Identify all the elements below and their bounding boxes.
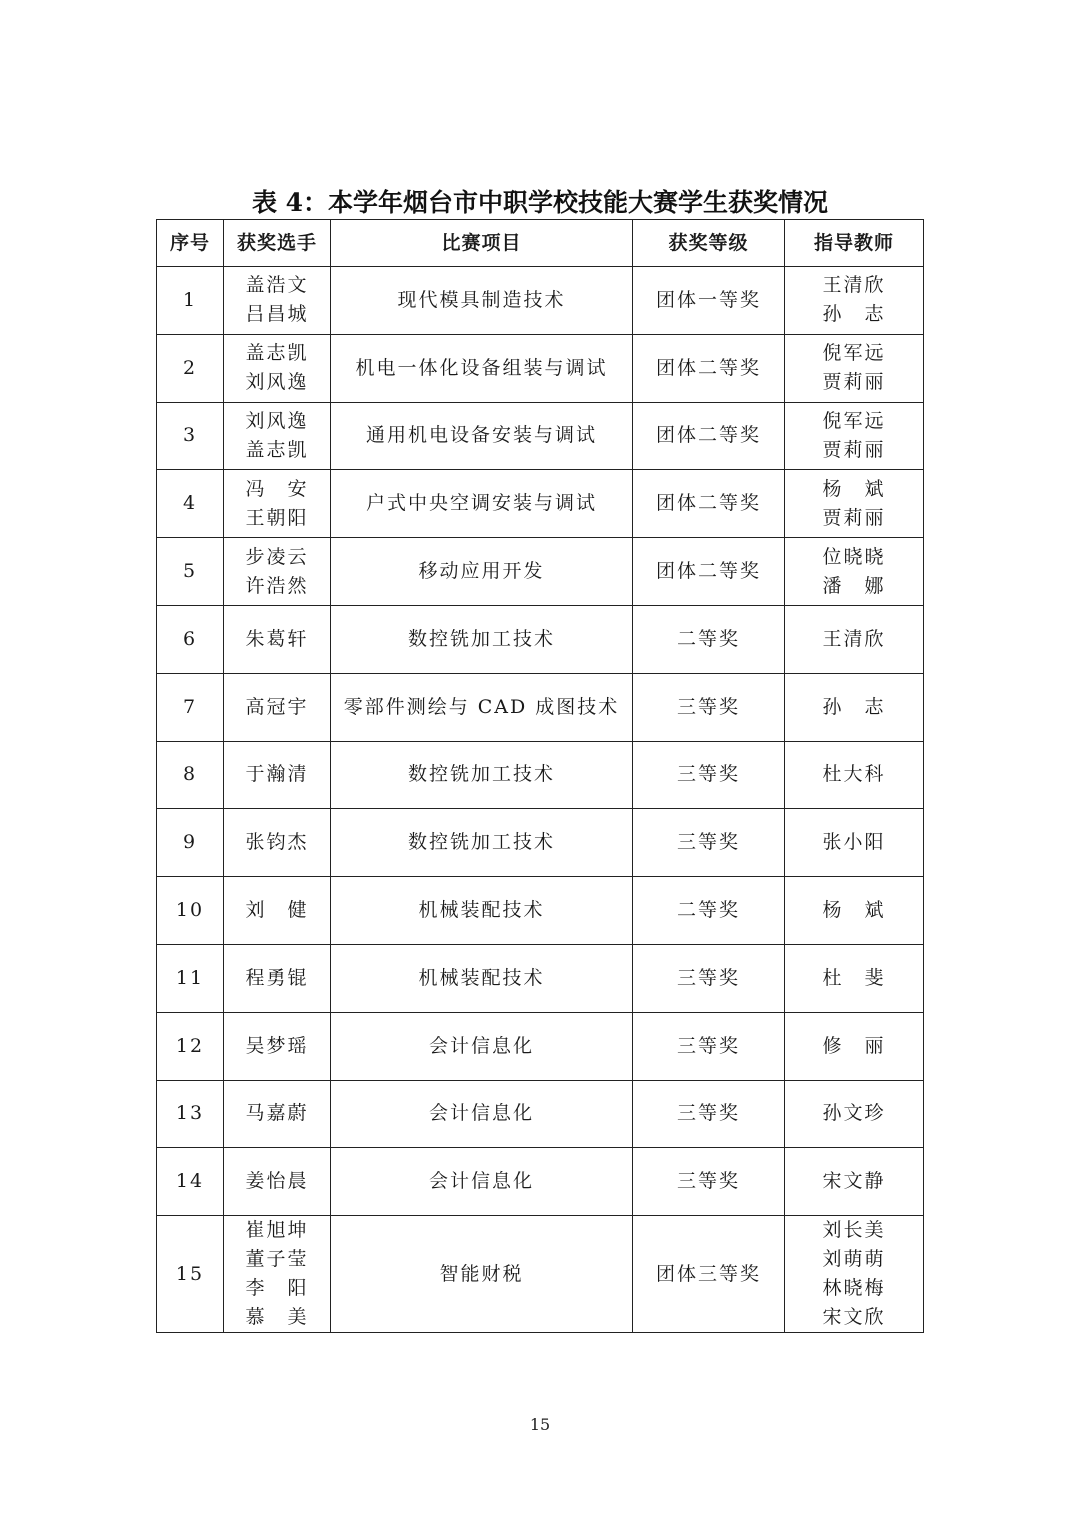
cell-level: 团体二等奖 (633, 538, 785, 606)
cell-event: 会计信息化 (331, 1148, 633, 1216)
table-row (157, 538, 924, 606)
cell-level: 团体二等奖 (633, 334, 785, 402)
cell-event: 智能财税 (331, 1216, 633, 1333)
table-row (157, 877, 924, 945)
table-row (157, 1012, 924, 1080)
cell-students (224, 673, 331, 741)
cell-students (224, 809, 331, 877)
cell-level: 团体一等奖 (633, 267, 785, 335)
header-seq: 序号 (157, 220, 224, 267)
cell-students (224, 741, 331, 809)
table-body (157, 267, 924, 1333)
page-number: 15 (529, 1415, 551, 1434)
cell-seq: 11 (157, 944, 224, 1012)
table-row (157, 402, 924, 470)
table-row (157, 741, 924, 809)
cell-event: 户式中央空调安装与调试 (331, 470, 633, 538)
cell-seq: 4 (157, 470, 224, 538)
student-name: 刘风逸 (245, 409, 309, 432)
student-name: 盖志凯 (245, 438, 309, 461)
teacher-name: 宋文欣 (822, 1306, 886, 1329)
cell-event: 数控铣加工技术 (331, 605, 633, 673)
teacher-name: 杨 斌 (822, 477, 886, 500)
student-name: 刘风逸 (245, 371, 309, 394)
cell-level: 三等奖 (633, 1148, 785, 1216)
teacher-name: 宋文静 (822, 1170, 886, 1193)
cell-students (224, 944, 331, 1012)
cell-teachers (785, 402, 924, 470)
cell-level: 三等奖 (633, 741, 785, 809)
cell-event: 机械装配技术 (331, 877, 633, 945)
teacher-name: 倪军远 (822, 409, 886, 432)
cell-event: 现代模具制造技术 (331, 267, 633, 335)
table-row (157, 334, 924, 402)
teacher-name: 贾莉丽 (822, 506, 886, 529)
cell-teachers (785, 877, 924, 945)
teacher-name: 王清欣 (822, 627, 886, 650)
student-name: 崔旭坤 (245, 1219, 309, 1242)
cell-teachers (785, 605, 924, 673)
cell-students (224, 267, 331, 335)
teacher-name: 倪军远 (822, 342, 886, 365)
student-name: 盖志凯 (245, 342, 309, 365)
table-row (157, 1148, 924, 1216)
student-name: 盖浩文 (245, 274, 309, 297)
cell-students (224, 538, 331, 606)
table-row (157, 1216, 924, 1333)
teacher-name: 贾莉丽 (822, 371, 886, 394)
teacher-name: 杨 斌 (822, 899, 886, 922)
cell-seq: 12 (157, 1012, 224, 1080)
cell-students (224, 605, 331, 673)
student-name: 李 阳 (245, 1277, 309, 1300)
cell-teachers (785, 673, 924, 741)
cell-students (224, 1012, 331, 1080)
cell-level: 二等奖 (633, 605, 785, 673)
cell-event: 会计信息化 (331, 1012, 633, 1080)
cell-students (224, 1148, 331, 1216)
cell-teachers (785, 538, 924, 606)
cell-seq: 9 (157, 809, 224, 877)
student-name: 程勇锟 (245, 966, 309, 989)
teacher-name: 孙 志 (822, 695, 886, 718)
header-students: 获奖选手 (224, 220, 331, 267)
table-row (157, 1080, 924, 1148)
cell-teachers (785, 944, 924, 1012)
cell-teachers (785, 1216, 924, 1333)
cell-students (224, 877, 331, 945)
teacher-name: 杜 斐 (822, 966, 886, 989)
cell-seq: 5 (157, 538, 224, 606)
cell-students (224, 470, 331, 538)
teacher-name: 潘 娜 (822, 574, 886, 597)
header-level: 获奖等级 (633, 220, 785, 267)
table-row (157, 470, 924, 538)
student-name: 朱葛轩 (245, 627, 309, 650)
cell-seq: 8 (157, 741, 224, 809)
teacher-name: 贾莉丽 (822, 438, 886, 461)
cell-seq: 15 (157, 1216, 224, 1333)
cell-teachers (785, 1148, 924, 1216)
cell-seq: 7 (157, 673, 224, 741)
cell-event: 数控铣加工技术 (331, 809, 633, 877)
student-name: 冯 安 (245, 477, 309, 500)
teacher-name: 位晓晓 (822, 545, 886, 568)
header-event: 比赛项目 (331, 220, 633, 267)
student-name: 于瀚清 (245, 763, 309, 786)
student-name: 吕昌城 (245, 303, 309, 326)
cell-level: 团体二等奖 (633, 470, 785, 538)
teacher-name: 林晓梅 (822, 1277, 886, 1300)
student-name: 刘 健 (245, 899, 309, 922)
cell-students (224, 402, 331, 470)
cell-event: 会计信息化 (331, 1080, 633, 1148)
cell-level: 三等奖 (633, 673, 785, 741)
student-name: 高冠宇 (245, 695, 309, 718)
cell-teachers (785, 1080, 924, 1148)
cell-event: 移动应用开发 (331, 538, 633, 606)
cell-teachers (785, 809, 924, 877)
teacher-name: 孙 志 (822, 303, 886, 326)
header-teachers: 指导教师 (785, 220, 924, 267)
cell-level: 团体三等奖 (633, 1216, 785, 1333)
cell-seq: 3 (157, 402, 224, 470)
cell-seq: 1 (157, 267, 224, 335)
cell-event: 机电一体化设备组装与调试 (331, 334, 633, 402)
student-name: 张钧杰 (245, 831, 309, 854)
cell-students (224, 334, 331, 402)
cell-event: 通用机电设备安装与调试 (331, 402, 633, 470)
cell-event: 零部件测绘与 CAD 成图技术 (331, 673, 633, 741)
cell-seq: 13 (157, 1080, 224, 1148)
cell-students (224, 1080, 331, 1148)
cell-teachers (785, 267, 924, 335)
cell-event: 机械装配技术 (331, 944, 633, 1012)
cell-teachers (785, 1012, 924, 1080)
awards-table (156, 219, 924, 1333)
teacher-name: 修 丽 (822, 1034, 886, 1057)
cell-event: 数控铣加工技术 (331, 741, 633, 809)
table-header-row (157, 220, 924, 267)
table-row (157, 944, 924, 1012)
teacher-name: 孙文珍 (822, 1102, 886, 1125)
teacher-name: 刘萌萌 (822, 1248, 886, 1271)
student-name: 许浩然 (245, 574, 309, 597)
cell-teachers (785, 741, 924, 809)
cell-level: 三等奖 (633, 809, 785, 877)
table-row (157, 267, 924, 335)
student-name: 姜怡晨 (245, 1170, 309, 1193)
student-name: 步凌云 (245, 545, 309, 568)
teacher-name: 刘长美 (822, 1219, 886, 1242)
cell-level: 三等奖 (633, 944, 785, 1012)
cell-teachers (785, 470, 924, 538)
cell-seq: 14 (157, 1148, 224, 1216)
cell-level: 三等奖 (633, 1080, 785, 1148)
student-name: 吴梦瑶 (245, 1034, 309, 1057)
cell-level: 团体二等奖 (633, 402, 785, 470)
teacher-name: 杜大科 (822, 763, 886, 786)
cell-seq: 10 (157, 877, 224, 945)
table-row (157, 809, 924, 877)
document-title: 表 4：本学年烟台市中职学校技能大赛学生获奖情况 (251, 188, 829, 217)
table-row (157, 605, 924, 673)
table-row (157, 673, 924, 741)
cell-level: 二等奖 (633, 877, 785, 945)
teacher-name: 王清欣 (822, 274, 886, 297)
teacher-name: 张小阳 (822, 831, 886, 854)
cell-students (224, 1216, 331, 1333)
student-name: 王朝阳 (245, 506, 309, 529)
student-name: 慕 美 (245, 1306, 309, 1329)
student-name: 马嘉蔚 (245, 1102, 309, 1125)
cell-teachers (785, 334, 924, 402)
student-name: 董子莹 (245, 1248, 309, 1271)
cell-level: 三等奖 (633, 1012, 785, 1080)
cell-seq: 6 (157, 605, 224, 673)
cell-seq: 2 (157, 334, 224, 402)
